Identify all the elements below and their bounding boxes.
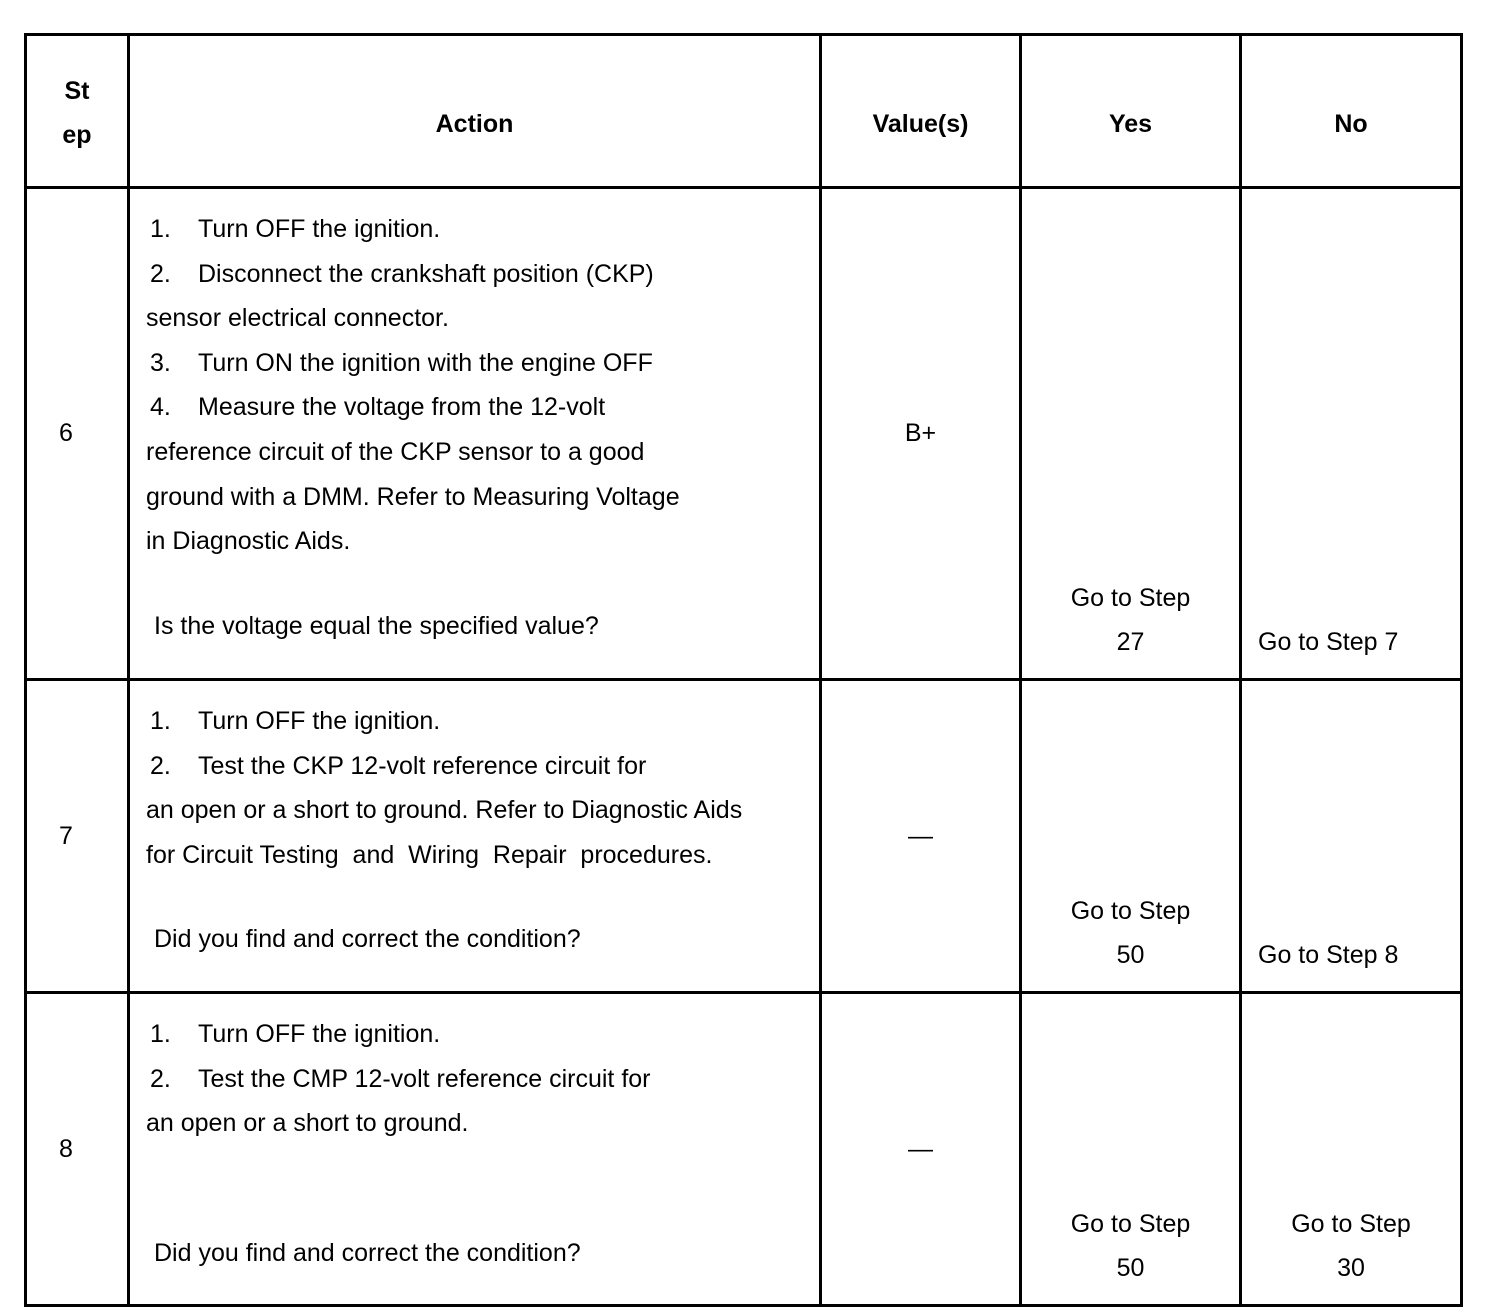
- header-step-line2: ep: [62, 121, 92, 149]
- action-line: in Diagnostic Aids.: [146, 527, 351, 556]
- value-cell: [821, 680, 1021, 993]
- no-cell: [1241, 993, 1462, 1306]
- action-line: 1. Turn OFF the ignition.: [150, 707, 441, 735]
- yes-cell: [1021, 680, 1241, 993]
- value-cell: [821, 993, 1021, 1306]
- no-target-line: Go to Step: [1291, 1210, 1411, 1238]
- action-line: for Circuit Testing and Wiring Repair procedures.: [146, 840, 713, 869]
- table-row: [26, 680, 1462, 993]
- header-row: [26, 35, 1462, 188]
- table-row: [26, 188, 1462, 680]
- action-line: sensor electrical connector.: [146, 304, 449, 333]
- yes-cell: [1021, 993, 1241, 1306]
- table-row: [26, 993, 1462, 1306]
- action-line: 4. Measure the voltage from the 12-volt: [150, 393, 606, 422]
- yes-cell: [1021, 188, 1241, 680]
- action-question: Did you find and correct the condition?: [154, 925, 581, 954]
- action-question: Is the voltage equal the specified value?: [154, 611, 599, 640]
- no-target-line: Go to Step 8: [1258, 941, 1399, 969]
- yes-target-step: 50: [1116, 1254, 1145, 1282]
- diagnostic-table: [24, 33, 1463, 1307]
- action-cell: [129, 188, 821, 680]
- yes-target-line: Go to Step: [1070, 1210, 1191, 1238]
- action-line: 1. Turn OFF the ignition.: [150, 1020, 441, 1048]
- yes-target-step: 27: [1116, 628, 1145, 656]
- value-text: —: [908, 1134, 933, 1163]
- step-number: 6: [59, 419, 73, 447]
- yes-target-line: Go to Step: [1070, 897, 1191, 925]
- step-number: 7: [59, 821, 73, 850]
- step-number: 8: [59, 1134, 73, 1163]
- action-line: 2. Test the CMP 12-volt reference circuit for: [150, 1064, 651, 1093]
- yes-target-line: Go to Step: [1070, 584, 1191, 612]
- value-cell: [821, 188, 1021, 680]
- step-cell: [26, 680, 129, 993]
- action-line: 3. Turn ON the ignition with the engine OFF: [150, 348, 653, 377]
- value-text: —: [908, 821, 933, 850]
- header-action: Action: [129, 35, 821, 188]
- no-cell: [1241, 188, 1462, 680]
- step-cell: [26, 993, 129, 1306]
- step-cell: [26, 188, 129, 680]
- header-values: Value(s): [821, 35, 1021, 188]
- action-line: an open or a short to ground.: [146, 1109, 469, 1138]
- header-no: No: [1241, 35, 1462, 188]
- action-question: Did you find and correct the condition?: [154, 1238, 581, 1267]
- header-step: [26, 35, 129, 188]
- action-line: ground with a DMM. Refer to Measuring Voltage: [146, 482, 680, 511]
- no-cell: [1241, 680, 1462, 993]
- header-step-line1: St: [64, 77, 90, 105]
- action-cell: [129, 680, 821, 993]
- action-line: 2. Disconnect the crankshaft position (CKP): [150, 259, 654, 288]
- yes-target-step: 50: [1116, 941, 1145, 969]
- action-line: 1. Turn OFF the ignition.: [150, 215, 441, 243]
- action-line: reference circuit of the CKP sensor to a good: [146, 437, 645, 466]
- action-line: an open or a short to ground. Refer to Diagnostic Aids: [146, 796, 743, 825]
- action-cell: [129, 993, 821, 1306]
- action-line: 2. Test the CKP 12-volt reference circuit for: [150, 751, 647, 780]
- no-target-line: Go to Step 7: [1258, 628, 1399, 656]
- value-text: B+: [904, 419, 937, 447]
- no-target-step: 30: [1337, 1254, 1365, 1282]
- header-yes: Yes: [1021, 35, 1241, 188]
